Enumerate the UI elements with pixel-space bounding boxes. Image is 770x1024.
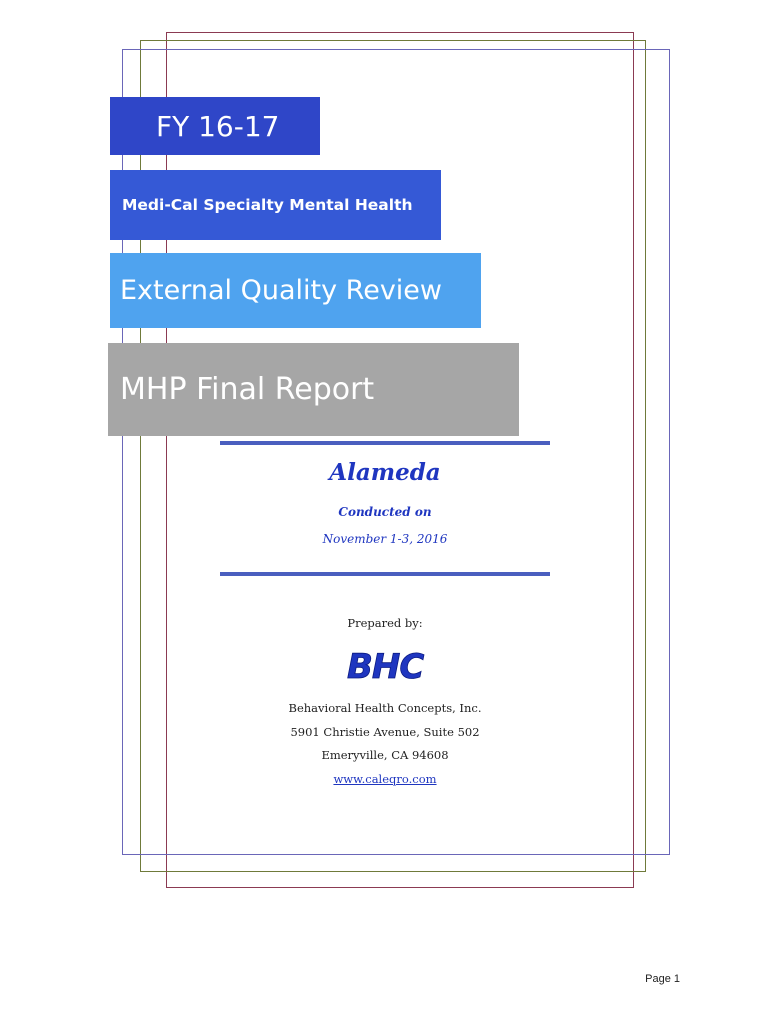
conducted-label: Conducted on [338, 505, 432, 519]
fiscal-year-text: FY 16-17 [156, 109, 280, 143]
review-type-text: External Quality Review [120, 275, 442, 306]
review-type-banner [110, 253, 481, 328]
report-title-text: MHP Final Report [120, 372, 375, 407]
fiscal-year-banner [110, 97, 320, 155]
divider-bottom [220, 572, 550, 576]
prepared-by-label: Prepared by: [347, 616, 423, 630]
divider-top [220, 441, 550, 445]
organization-city: Emeryville, CA 94608 [321, 748, 449, 762]
county-name: Alameda [329, 459, 441, 486]
program-banner [110, 170, 441, 240]
bhc-logo-text: BHC [347, 647, 424, 687]
organization-name: Behavioral Health Concepts, Inc. [288, 701, 482, 715]
review-dates: November 1-3, 2016 [322, 532, 448, 546]
page-number: Page 1 [645, 973, 680, 985]
report-title-banner [108, 343, 519, 436]
program-text: Medi-Cal Specialty Mental Health [122, 196, 413, 214]
website-link[interactable]: www.caleqro.com [333, 772, 437, 786]
bhc-logo [345, 645, 429, 687]
organization-address: 5901 Christie Avenue, Suite 502 [290, 725, 480, 739]
